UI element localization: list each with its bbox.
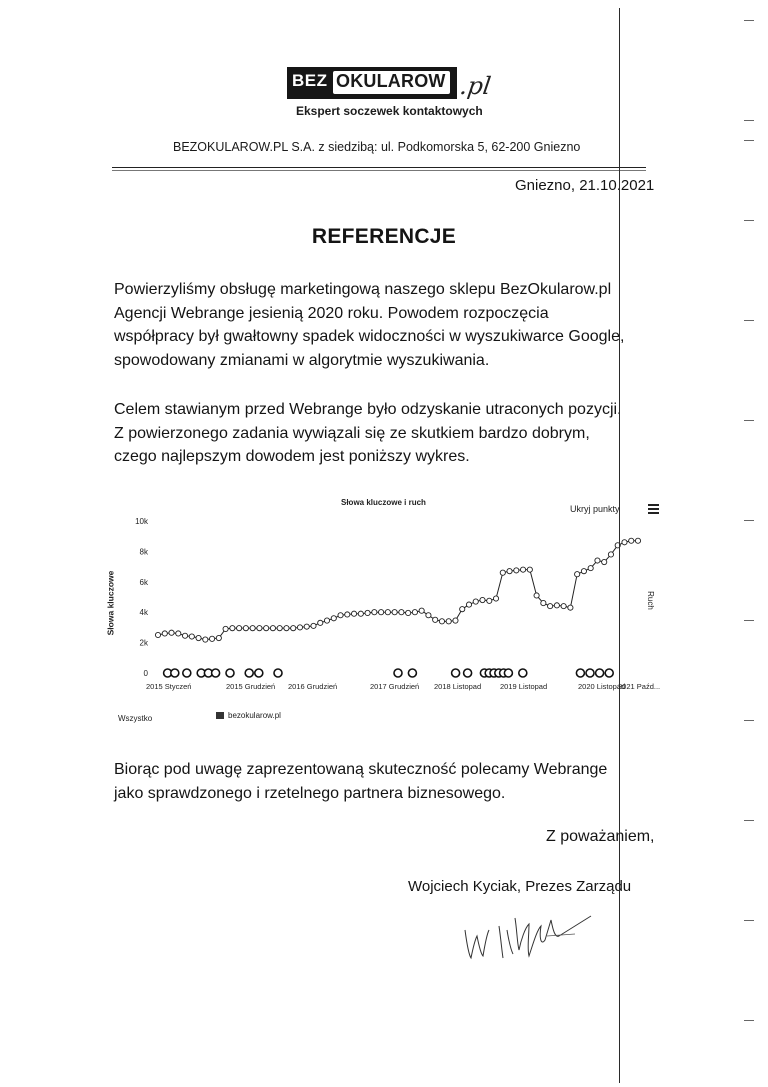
data-point[interactable] xyxy=(588,566,593,571)
scan-fold-line xyxy=(619,8,620,1083)
data-point[interactable] xyxy=(365,610,370,615)
data-point[interactable] xyxy=(230,626,235,631)
event-marker[interactable] xyxy=(171,669,179,677)
data-point[interactable] xyxy=(460,607,465,612)
data-point[interactable] xyxy=(608,552,613,557)
data-point[interactable] xyxy=(520,567,525,572)
event-marker[interactable] xyxy=(586,669,594,677)
logo-text-okularow: OKULAROW xyxy=(336,71,446,91)
data-point[interactable] xyxy=(487,598,492,603)
event-marker[interactable] xyxy=(226,669,234,677)
document-title: REFERENCJE xyxy=(311,225,457,248)
data-point[interactable] xyxy=(412,610,417,615)
event-marker[interactable] xyxy=(576,669,584,677)
data-point[interactable] xyxy=(196,635,201,640)
x-tick-label: 2021 Paźd... xyxy=(618,682,661,691)
event-marker[interactable] xyxy=(605,669,613,677)
x-tick-label: 2020 Listopad xyxy=(578,682,626,691)
series-line xyxy=(158,541,638,640)
data-point[interactable] xyxy=(237,626,242,631)
data-point[interactable] xyxy=(433,617,438,622)
data-point[interactable] xyxy=(203,637,208,642)
x-tick-label: 2016 Grudzień xyxy=(288,682,338,691)
data-point[interactable] xyxy=(527,567,532,572)
data-point[interactable] xyxy=(162,631,167,636)
paragraph-line: Powierzyliśmy obsługę marketingową naszego sklepu BezOkularow.pl xyxy=(114,281,612,298)
data-point[interactable] xyxy=(169,630,174,635)
logo-text-bez: BEZ xyxy=(292,71,328,90)
paragraph-line: czego najlepszym dowodem jest poniższy wykres. xyxy=(114,448,470,465)
x-tick-label: 2019 Listopad xyxy=(500,682,548,691)
event-marker[interactable] xyxy=(183,669,191,677)
event-marker[interactable] xyxy=(464,669,472,677)
data-point[interactable] xyxy=(507,569,512,574)
data-point[interactable] xyxy=(182,633,187,638)
data-point[interactable] xyxy=(311,623,316,628)
legend-site[interactable] xyxy=(216,711,281,720)
data-point[interactable] xyxy=(223,626,228,631)
data-point[interactable] xyxy=(304,624,309,629)
data-point[interactable] xyxy=(385,610,390,615)
data-point[interactable] xyxy=(493,596,498,601)
data-point[interactable] xyxy=(453,618,458,623)
paragraph-line: jako sprawdzonego i rzetelnego partnera biznesowego. xyxy=(114,784,506,802)
scan-edge-mark xyxy=(744,120,754,121)
event-marker[interactable] xyxy=(245,669,253,677)
data-point[interactable] xyxy=(331,616,336,621)
data-point[interactable] xyxy=(399,610,404,615)
event-marker[interactable] xyxy=(255,669,263,677)
keywords-traffic-chart xyxy=(108,495,668,730)
x-tick-label: 2017 Grudzień xyxy=(370,682,420,691)
chart-title: Słowa kluczowe i ruch xyxy=(341,498,426,507)
data-point[interactable] xyxy=(392,610,397,615)
y-tick-label: 2k xyxy=(139,638,148,648)
data-point[interactable] xyxy=(406,610,411,615)
y-tick-label: 4k xyxy=(139,608,148,618)
data-point[interactable] xyxy=(635,538,640,543)
data-point[interactable] xyxy=(622,540,627,545)
scan-edge-mark xyxy=(744,620,754,621)
company-address-line: BEZOKULAROW.PL S.A. z siedzibą: ul. Podkomorska 5, 62-200 Gniezno xyxy=(173,140,581,154)
data-point[interactable] xyxy=(209,636,214,641)
data-point[interactable] xyxy=(277,626,282,631)
scan-edge-mark xyxy=(744,140,754,141)
header-divider xyxy=(112,167,646,168)
data-point[interactable] xyxy=(284,626,289,631)
event-marker[interactable] xyxy=(274,669,282,677)
paragraph-line: Biorąc pod uwagę zaprezentowaną skuteczność polecamy Webrange xyxy=(114,761,608,778)
data-point[interactable] xyxy=(345,612,350,617)
data-point[interactable] xyxy=(534,593,539,598)
y-axis-title: Słowa kluczowe xyxy=(105,570,116,636)
data-point[interactable] xyxy=(155,632,160,637)
y-tick-label: 8k xyxy=(139,547,148,557)
paragraph-line: Z powierzonego zadania wywiązali się ze skutkiem bardzo dobrym, xyxy=(114,424,590,442)
event-marker[interactable] xyxy=(212,669,220,677)
scan-edge-mark xyxy=(744,820,754,821)
signer-name: Wojciech Kyciak, Prezes Zarządu xyxy=(408,878,632,895)
logo-suffix: .pl xyxy=(458,72,493,100)
data-point[interactable] xyxy=(324,618,329,623)
data-point[interactable] xyxy=(351,611,356,616)
secondary-y-axis-title: Ruch xyxy=(645,591,655,610)
data-point[interactable] xyxy=(568,605,573,610)
data-point[interactable] xyxy=(561,604,566,609)
data-point[interactable] xyxy=(419,608,424,613)
legend-site-label: bezokularow.pl xyxy=(228,711,281,720)
event-marker[interactable] xyxy=(519,669,527,677)
paragraph-goal xyxy=(114,398,622,469)
data-point[interactable] xyxy=(358,611,363,616)
scan-edge-mark xyxy=(744,1020,754,1021)
data-point[interactable] xyxy=(480,597,485,602)
paragraph-line: Celem stawianym przed Webrange było odzyskanie utraconych pozycji. xyxy=(114,401,622,418)
data-point[interactable] xyxy=(554,603,559,608)
data-point[interactable] xyxy=(291,626,296,631)
scan-edge-mark xyxy=(744,20,754,21)
data-point[interactable] xyxy=(602,559,607,564)
data-point[interactable] xyxy=(473,599,478,604)
event-marker[interactable] xyxy=(394,669,402,677)
data-point[interactable] xyxy=(297,625,302,630)
data-point[interactable] xyxy=(629,538,634,543)
data-point[interactable] xyxy=(318,620,323,625)
scan-edge-mark xyxy=(744,520,754,521)
scan-edge-mark xyxy=(744,220,754,221)
data-point[interactable] xyxy=(264,626,269,631)
data-point[interactable] xyxy=(439,619,444,624)
y-tick-label: 10k xyxy=(135,517,148,526)
data-point[interactable] xyxy=(189,634,194,639)
y-tick-label: 6k xyxy=(139,577,148,587)
handwritten-signature xyxy=(455,900,595,970)
data-point[interactable] xyxy=(575,572,580,577)
paragraph-line: współpracy był gwałtowny spadek widoczności w wyszukiwarce Google, xyxy=(114,328,625,345)
paragraph-intro xyxy=(114,278,624,372)
data-point[interactable] xyxy=(500,570,505,575)
closing-salutation: Z poważaniem, xyxy=(546,828,655,845)
data-point[interactable] xyxy=(338,613,343,618)
scan-edge-mark xyxy=(744,320,754,321)
letter-date: Gniezno, 21.10.2021 xyxy=(515,177,655,194)
paragraph-line: spowodowany zmianami w algorytmie wyszukiwania. xyxy=(114,351,490,369)
hide-points-button[interactable]: Ukryj punkty xyxy=(570,504,620,514)
data-point[interactable] xyxy=(270,626,275,631)
data-point[interactable] xyxy=(541,600,546,605)
y-tick-label: 0 xyxy=(143,669,148,678)
scan-edge-mark xyxy=(744,420,754,421)
data-point[interactable] xyxy=(446,619,451,624)
data-point[interactable] xyxy=(243,626,248,631)
event-marker[interactable] xyxy=(596,669,604,677)
event-marker[interactable] xyxy=(452,669,460,677)
data-point[interactable] xyxy=(176,631,181,636)
data-point[interactable] xyxy=(372,610,377,615)
x-tick-label: 2018 Listopad xyxy=(434,682,482,691)
event-marker[interactable] xyxy=(408,669,416,677)
data-point[interactable] xyxy=(426,613,431,618)
data-point[interactable] xyxy=(548,604,553,609)
event-marker[interactable] xyxy=(504,669,512,677)
header-divider-shadow xyxy=(112,170,646,171)
data-point[interactable] xyxy=(378,610,383,615)
data-point[interactable] xyxy=(257,626,262,631)
company-logo xyxy=(287,67,457,99)
data-point[interactable] xyxy=(581,569,586,574)
company-tagline: Ekspert soczewek kontaktowych xyxy=(296,104,483,118)
logo-text-box xyxy=(333,71,450,94)
data-point[interactable] xyxy=(466,602,471,607)
x-tick-label: 2015 Styczeń xyxy=(146,682,192,691)
legend-site-swatch xyxy=(216,712,224,719)
data-point[interactable] xyxy=(595,558,600,563)
scan-edge-mark xyxy=(744,920,754,921)
data-point[interactable] xyxy=(514,568,519,573)
x-tick-label: 2015 Grudzień xyxy=(226,682,276,691)
paragraph-line: Agencji Webrange jesienią 2020 roku. Powodem rozpoczęcia xyxy=(114,304,549,322)
paragraph-recommendation xyxy=(114,758,607,805)
legend-all[interactable]: Wszystko xyxy=(118,714,153,723)
data-point[interactable] xyxy=(250,626,255,631)
data-point[interactable] xyxy=(216,635,221,640)
scan-edge-mark xyxy=(744,720,754,721)
